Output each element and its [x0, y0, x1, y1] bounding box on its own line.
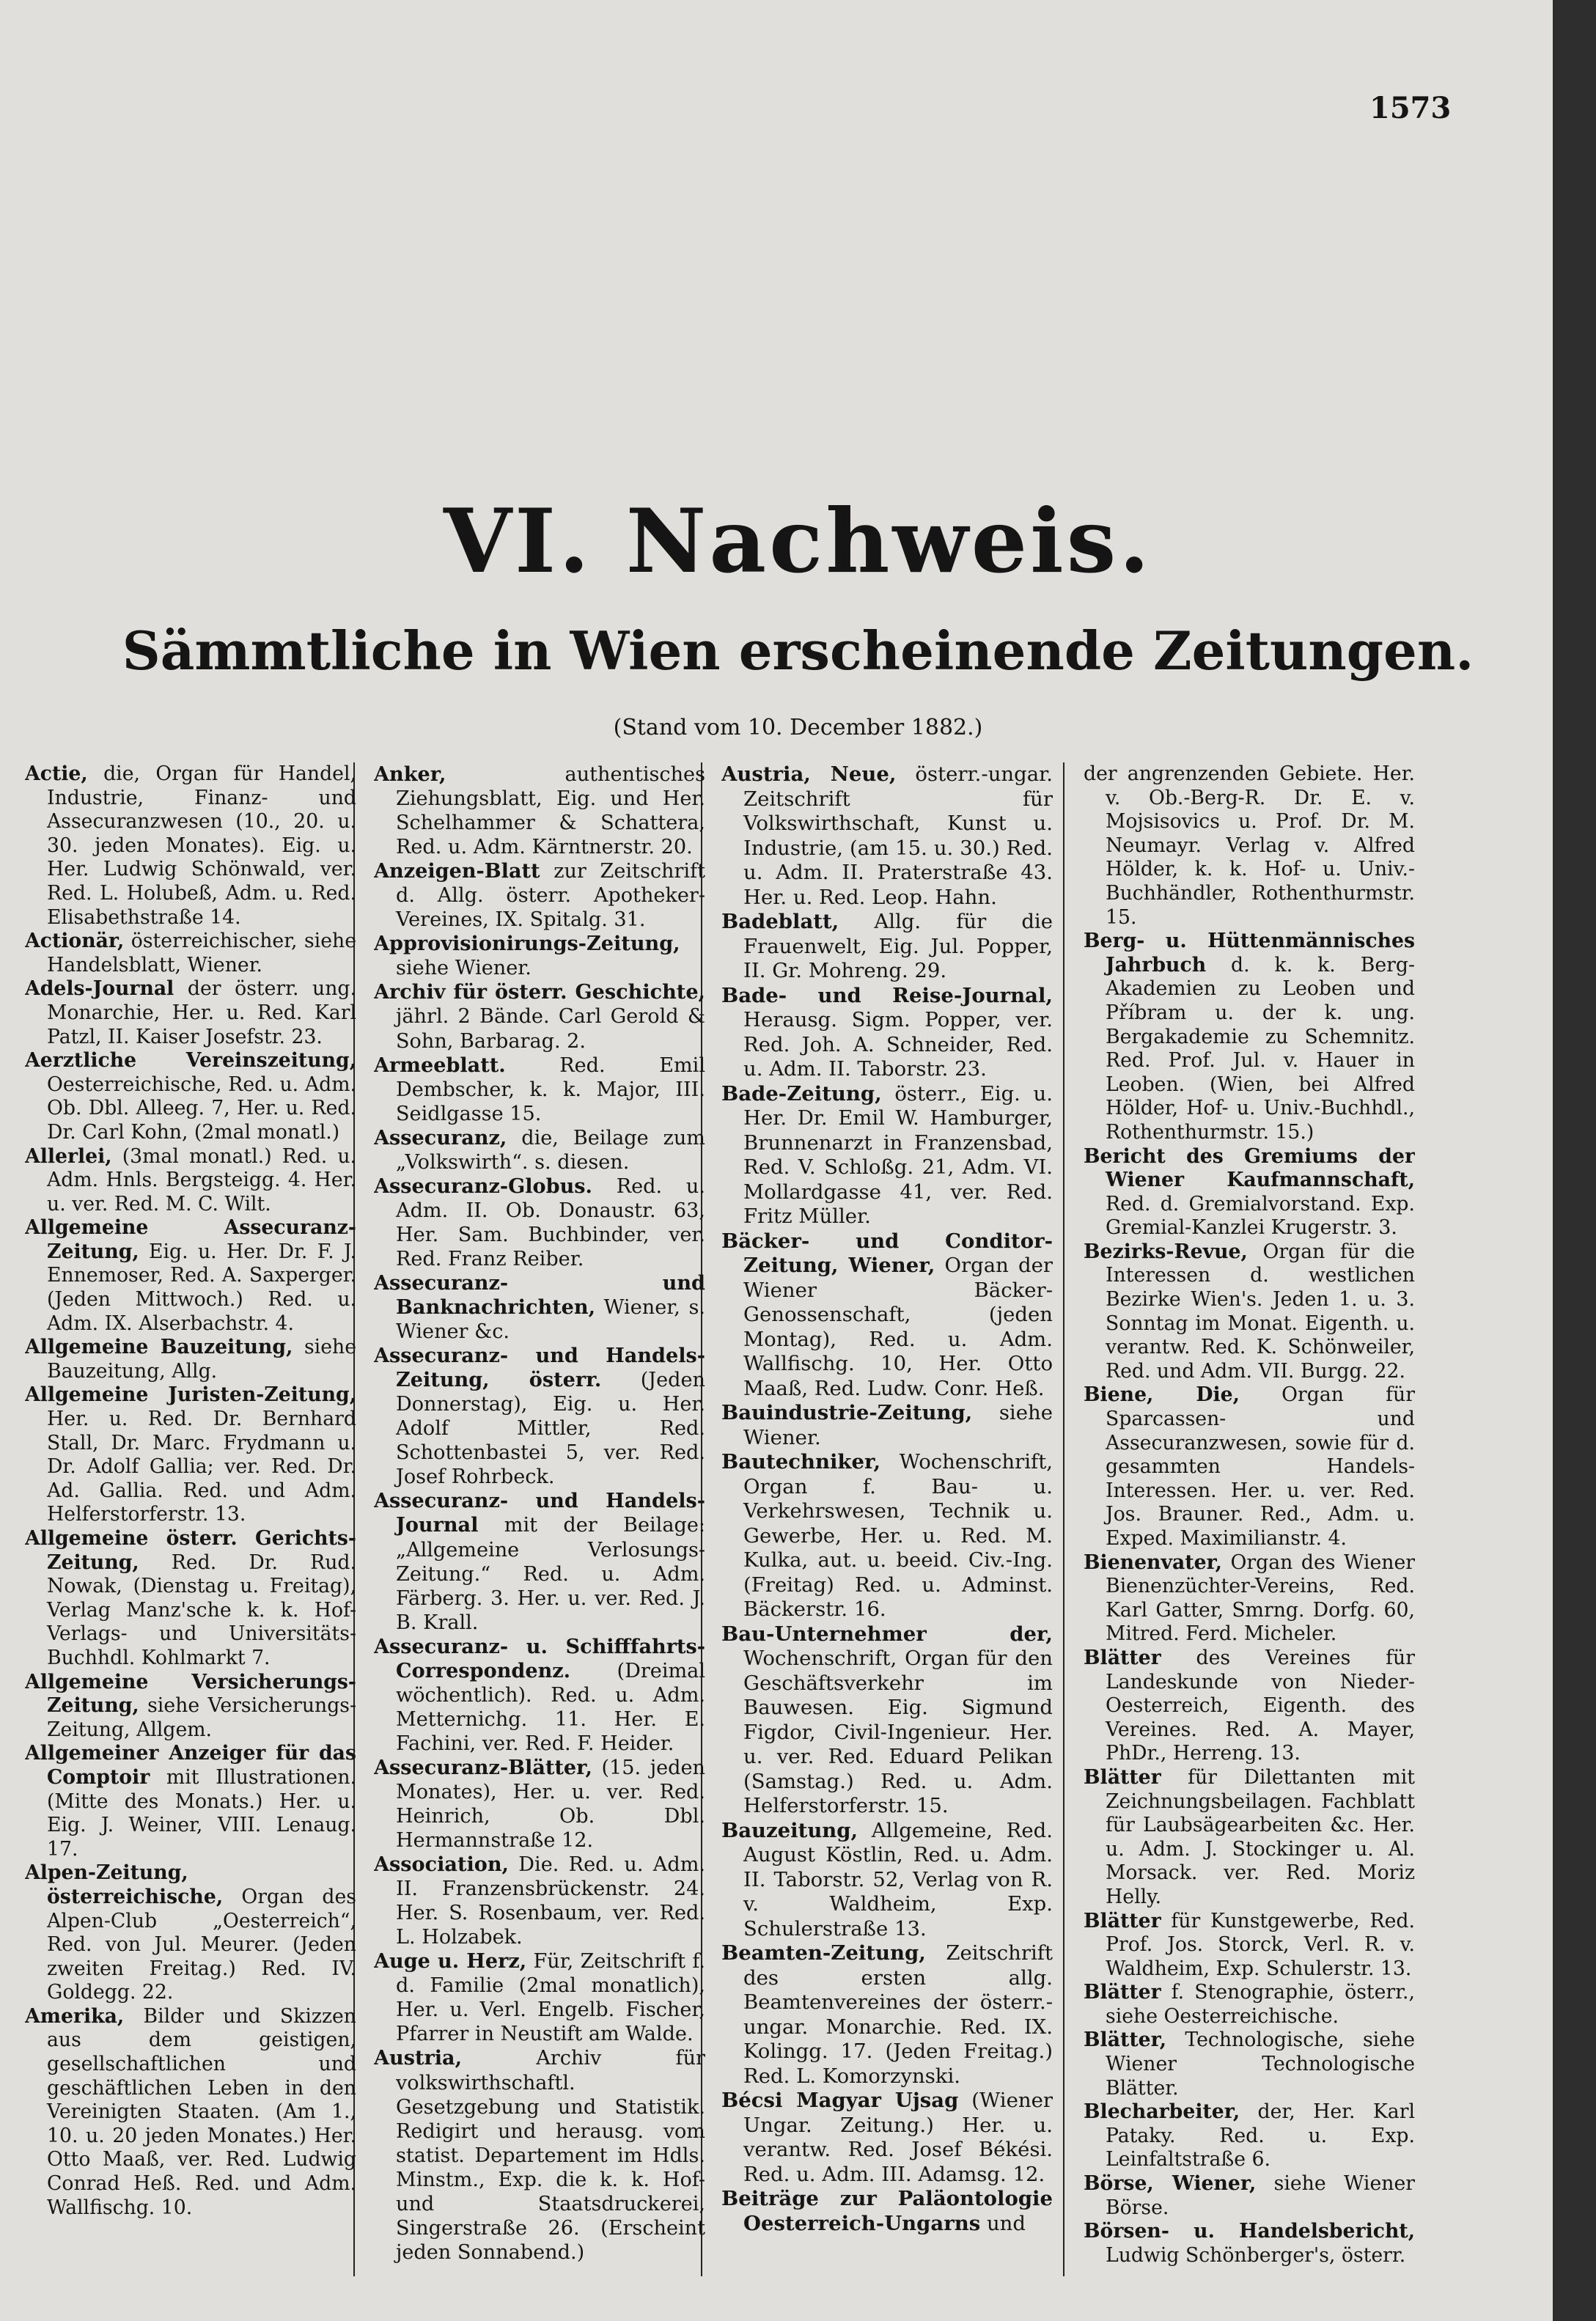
- directory-entry: [1084, 1383, 1415, 1551]
- entry-details: Organ des Wiener Bienenzüchter-Vereins, Red. Karl Gatter, Smrng. Dorfg. 60, Mitred. Ferd. Micheler.: [1106, 1551, 1415, 1646]
- entry-details: Organ für Sparcassen- und Assecuranzwesen, sowie für d. gesammten Handels-Interessen. Her. u. ver. Red. Jos. Brauner. Red., Adm. u. Exped. Maximilianstr. 4.: [1106, 1383, 1415, 1550]
- entry-title: Austria, Neue,: [721, 762, 897, 786]
- entry-title: Amerika,: [25, 2004, 125, 2028]
- entry-title: Allgemeine Versicherungs-Zeitung,: [25, 1670, 356, 1718]
- entry-title: Adels-Journal: [25, 977, 174, 1001]
- directory-entry: [721, 1941, 1053, 2089]
- entry-title: Bienenvater,: [1084, 1551, 1222, 1574]
- entry-details: mit Illustrationen. (Mitte des Monats.) Her. u. Eig. J. Weiner, VIII. Lenaug. 17.: [47, 1765, 356, 1861]
- entry-details: mit der Beilage: „Allgemeine Verlosungs-Zeitung.“ Red. u. Adm. Färberg. 3. Her. u. ver. Red. J. B. Krall.: [396, 1514, 705, 1634]
- entry-title: Approvisionirungs-Zeitung,: [374, 933, 680, 956]
- entry-title: Assecuranz- u. Schifffahrts-Correspondenz.: [374, 1635, 705, 1682]
- directory-entry: [721, 1450, 1053, 1622]
- directory-entry: [1084, 1240, 1415, 1384]
- entry-title: Archiv für österr. Geschichte,: [374, 981, 705, 1004]
- directory-entry: [721, 1819, 1053, 1942]
- entry-title: Börse, Wiener,: [1084, 2172, 1257, 2196]
- directory-entry: [374, 1271, 705, 1344]
- directory-entry: [1084, 2172, 1415, 2220]
- directory-entry: [721, 910, 1053, 984]
- directory-entry: [1084, 2100, 1415, 2172]
- entry-details: Allgemeine, Red. August Köstlin, Red. u. Adm. II. Taborstr. 52, Verlag von R. v. Waldheim, Exp. Schulerstraße 13.: [743, 1818, 1053, 1941]
- entry-title: Bade- und Reise-Journal,: [721, 983, 1053, 1007]
- directory-entry: [721, 762, 1053, 910]
- directory-entry: [374, 1344, 705, 1489]
- entry-title: Bericht des Gremiums der Wiener Kaufmannschaft,: [1084, 1144, 1415, 1192]
- directory-entry: [25, 1527, 356, 1671]
- entry-details: Die. Red. u. Adm. II. Franzensbrückenstr. 24. Her. S. Rosenbaum, ver. Red. L. Holzabek.: [396, 1853, 705, 1949]
- directory-entry: [721, 2187, 1053, 2236]
- directory-entry: [1084, 930, 1415, 1144]
- directory-entry: [721, 1401, 1053, 1450]
- entry-title: Badeblatt,: [721, 910, 839, 933]
- entry-title: Allgemeiner Anzeiger für das Comptoir: [25, 1742, 356, 1789]
- entry-title: Assecuranz- und Banknachrichten,: [374, 1271, 705, 1320]
- directory-entry: [374, 859, 705, 932]
- entry-title: Auge u. Herz,: [374, 1950, 527, 1974]
- directory-entry: [374, 1635, 705, 1756]
- entry-details: Organ des Alpen-Club „Oesterreich“, Red. von Jul. Meurer. (Jeden zweiten Freitag.) Red. IV. Goldegg. 22.: [47, 1885, 356, 2004]
- entry-details: österr., Eig. u. Her. Dr. Emil W. Hamburger, Brunnenarzt in Franzensbad, Red. V. Schloßg. 21, Adm. VI. Mollardgasse 41, ver. Red. Fritz Müller.: [743, 1081, 1053, 1228]
- directory-entry: [25, 1742, 356, 1861]
- directory-entry: [374, 1174, 705, 1271]
- directory-entry: [25, 1861, 356, 2005]
- column-4: [1084, 762, 1415, 2284]
- directory-entry: [374, 1053, 705, 1126]
- entry-title: Anzeigen-Blatt: [374, 860, 540, 883]
- entry-details: jährl. 2 Bände. Carl Gerold & Sohn, Barbarag. 2.: [396, 1005, 705, 1053]
- entry-title: Allgemeine Bauzeitung,: [25, 1336, 293, 1359]
- entry-details: für Dilettanten mit Zeichnungsbeilagen. Fachblatt für Laubsägearbeiten &c. Her. u. Adm. J. Stockinger u. Al. Morsack. ver. Red. Moriz Helly.: [1106, 1765, 1415, 1908]
- directory-entry: [374, 932, 705, 980]
- directory-entry: [1084, 1910, 1415, 1982]
- section-title: VI. Nachweis.: [443, 490, 1153, 593]
- entry-details: (Wiener Ungar. Zeitung.) Her. u. verantw. Red. Josef Békési. Red. u. Adm. III. Adamsg. 12.: [743, 2089, 1053, 2186]
- entry-title: Aerztliche Vereinszeitung,: [25, 1049, 356, 1073]
- entry-details: Wiener, s. Wiener &c.: [396, 1296, 705, 1344]
- entry-title: Bade-Zeitung,: [721, 1081, 882, 1106]
- entry-details: Red. u. Adm. II. Ob. Donaustr. 63, Her. Sam. Buchbinder, ver. Red. Franz Reiber.: [396, 1174, 705, 1270]
- entry-title: Assecuranz-Globus.: [374, 1174, 592, 1198]
- entry-details: siehe Versicherungs-Zeitung, Allgem.: [47, 1694, 356, 1741]
- entry-details: siehe Wiener.: [743, 1401, 1053, 1449]
- directory-entry: [25, 1336, 356, 1383]
- directory-entry: [721, 1082, 1053, 1229]
- entry-details: Red. d. Gremialvorstand. Exp. Gremial-Kanzlei Krugerstr. 3.: [1106, 1192, 1415, 1240]
- entry-details: und: [980, 2211, 1026, 2235]
- entry-title: Bauindustrie-Zeitung,: [721, 1401, 973, 1424]
- directory-entry: [1084, 2220, 1415, 2267]
- entry-details: Archiv für volkswirthschaftl. Gesetzgebung und Statistik. Redigirt und herausg. vom statist. Departement im Hdls. Minstm., Exp. die k. k. Hof- und Staatsdruckerei, Singerstraße 26. (Erscheint jeden Sonnabend.): [396, 2047, 705, 2264]
- directory-entry: [721, 984, 1053, 1082]
- directory-entry: [721, 1622, 1053, 1819]
- entry-title: Bauzeitung,: [721, 1818, 858, 1842]
- entry-title: Allerlei,: [25, 1144, 112, 1168]
- column-3: [721, 762, 1053, 2284]
- directory-entry: [1084, 1647, 1415, 1766]
- entry-details: die, Organ für Handel, Industrie, Finanz- und Assecuranzwesen (10., 20. u. 30. jeden Monates). Eig. u. Her. Ludwig Schönwald, ver. Red. L. Holubeß, Adm. u. Red. Elisabethstraße 14.: [47, 762, 356, 929]
- entry-details: Wochenschrift, Organ f. Bau- u. Verkehrswesen, Technik u. Gewerbe, Her. u. Red. M. Kulka, aut. u. beeid. Civ.-Ing. (Freitag) Red. u. Adminst. Bäckerstr. 16.: [743, 1450, 1053, 1621]
- entry-title: Bau-Unternehmer der,: [721, 1622, 1053, 1646]
- column-1: [25, 762, 356, 2284]
- entry-title: Association,: [374, 1853, 509, 1877]
- page-number: 1573: [1369, 91, 1452, 125]
- entry-title: Assecuranz- und Handels-Zeitung, österr.: [374, 1345, 705, 1392]
- entry-details: Herausg. Sigm. Popper, ver. Red. Joh. A. Schneider, Red. u. Adm. II. Taborstr. 23.: [743, 1008, 1053, 1081]
- entry-title: Assecuranz- und Handels-Journal: [374, 1490, 705, 1537]
- directory-entry: [25, 1216, 356, 1336]
- entry-title: Berg- u. Hüttenmännisches Jahrbuch: [1084, 930, 1415, 976]
- directory-entry: [1084, 2028, 1415, 2100]
- entry-title: Bautechniker,: [721, 1450, 881, 1474]
- entry-title: Beamten-Zeitung,: [721, 1941, 926, 1965]
- entry-details: Technologische, siehe Wiener Technologische Blätter.: [1106, 2028, 1415, 2100]
- directory-entry: [374, 2046, 705, 2264]
- entry-details: (Jeden Donnerstag), Eig. u. Her. Adolf Mittler, Red. Schottenbastei 5, ver. Red. Josef Rohrbeck.: [396, 1369, 705, 1489]
- entry-title: Börsen- u. Handelsbericht,: [1084, 2220, 1415, 2243]
- column-rule: [1063, 762, 1064, 2276]
- entry-details: f. Stenographie, österr., siehe Oesterreichische.: [1106, 1981, 1415, 2028]
- date-note: (Stand vom 10. December 1882.): [613, 715, 983, 740]
- directory-entry: [1084, 1981, 1415, 2028]
- directory-entry: [25, 762, 356, 930]
- entry-details: Red. Emil Dembscher, k. k. Major, III. Seidlgasse 15.: [396, 1053, 705, 1125]
- entry-title: Anker,: [374, 763, 446, 786]
- entry-title: Assecuranz,: [374, 1126, 507, 1150]
- entry-title: Blecharbeiter,: [1084, 2100, 1240, 2124]
- directory-entry: [721, 2089, 1053, 2187]
- directory-entry: [25, 1383, 356, 1527]
- entry-details: Red. Dr. Rud. Nowak, (Dienstag u. Freitag), Verlag Manz'sche k. k. Hof-Verlags- und Universitäts-Buchhdl. Kohlmarkt 7.: [47, 1551, 356, 1669]
- directory-entry: [721, 1229, 1053, 1402]
- directory-entry: [25, 2005, 356, 2220]
- entry-details: Für, Zeitschrift f. d. Familie (2mal monatlich), Her. u. Verl. Engelb. Fischer, Pfarrer in Neustift am Walde.: [396, 1950, 705, 2046]
- entry-details: Oesterreichische, Red. u. Adm. Ob. Dbl. Alleeg. 7, Her. u. Red. Dr. Carl Kohn, (2mal monatl.): [47, 1073, 356, 1144]
- entry-details: (Dreimal wöchentlich). Red. u. Adm. Metternichg. 11. Her. E. Fachini, ver. Red. F. Heider.: [396, 1659, 705, 1755]
- directory-entry: [374, 1853, 705, 1949]
- directory-entry: [374, 1489, 705, 1634]
- directory-entry: [374, 1949, 705, 2046]
- entry-details: siehe Bauzeitung, Allg.: [47, 1336, 356, 1383]
- entry-title: Blätter: [1084, 1981, 1161, 2004]
- entry-details: Eig. u. Her. Dr. F. J. Ennemoser, Red. A. Saxperger. (Jeden Mittwoch.) Red. u. Adm. IX. Alserbachstr. 4.: [47, 1240, 356, 1335]
- entry-details: Ludwig Schönberger's, österr.: [1106, 2243, 1406, 2267]
- entry-details: authentisches Ziehungsblatt, Eig. und Her. Schelhammer & Schattera, Red. u. Adm. Kärntnerstr. 20.: [396, 763, 705, 859]
- directory-entry: [374, 762, 705, 859]
- entry-details: Organ für die Interessen d. westlichen Bezirke Wien's. Jeden 1. u. 3. Sonntag im Monat. Eigenth. u. verantw. Red. K. Schönweiler, Red. und Adm. VII. Burgg. 22.: [1106, 1240, 1415, 1383]
- directory-entry: [374, 980, 705, 1053]
- entry-title: Actie,: [25, 762, 88, 785]
- directory-entry: [1084, 1766, 1415, 1910]
- entry-title: Allgemeine Juristen-Zeitung,: [25, 1383, 356, 1407]
- directory-entry: [374, 1756, 705, 1853]
- directory-entry: [1084, 1145, 1415, 1240]
- entry-details: für Kunstgewerbe, Red. Prof. Jos. Storck, Verl. R. v. Waldheim, Exp. Schulerstr. 13.: [1106, 1909, 1415, 1980]
- entry-title: Blätter: [1084, 1646, 1161, 1669]
- column-2: [374, 762, 705, 2284]
- entry-title: Bezirks-Revue,: [1084, 1240, 1248, 1263]
- entry-title: Actionär,: [25, 930, 125, 953]
- entry-title: Bécsi Magyar Ujsag: [721, 2089, 959, 2112]
- entry-title: Allgemeine Assecuranz-Zeitung,: [25, 1216, 356, 1263]
- entry-title: Bäcker- und Conditor-Zeitung, Wiener,: [721, 1229, 1053, 1277]
- entry-details: Organ der Wiener Bäcker-Genossenschaft, (jeden Montag), Red. u. Adm. Wallfischg. 10, Her. Otto Maaß, Red. Ludw. Conr. Heß.: [743, 1254, 1053, 1400]
- entry-details: Zeitschrift des ersten allg. Beamtenvereines der österr.-ungar. Monarchie. Red. IX. Kolingg. 17. (Jeden Freitag.) Red. L. Komorzynski.: [743, 1941, 1053, 2088]
- directory-entry: [25, 1145, 356, 1217]
- entry-title: Blätter: [1084, 1909, 1161, 1932]
- directory-entry: [25, 1671, 356, 1743]
- entry-details: zur Zeitschrift d. Allg. österr. Apotheker-Vereines, IX. Spitalg. 31.: [396, 860, 705, 932]
- entry-details: des Vereines für Landeskunde von Nieder-Oesterreich, Eigenth. des Vereines. Red. A. Mayer, PhDr., Herreng. 13.: [1106, 1646, 1415, 1765]
- entry-details: (15. jeden Monates), Her. u. ver. Red. Heinrich, Ob. Dbl. Hermannstraße 12.: [396, 1756, 705, 1853]
- entry-details: (3mal monatl.) Red. u. Adm. Hnls. Bergsteigg. 4. Her. u. ver. Red. M. C. Wilt.: [47, 1144, 356, 1215]
- entry-details: Allg. für die Frauenwelt, Eig. Jul. Popper, II. Gr. Mohreng. 29.: [743, 910, 1053, 982]
- directory-entry: [374, 1126, 705, 1174]
- entry-details: Bilder und Skizzen aus dem geistigen, gesellschaftlichen und geschäftlichen Leben in den Vereinigten Staaten. (Am 1., 10. u. 20 jeden Monates.) Her. Otto Maaß, ver. Red. Ludwig Conrad Heß. Red. und Adm. Wallfischg. 10.: [47, 2004, 356, 2219]
- entry-title: Assecuranz-Blätter,: [374, 1756, 592, 1779]
- entry-details: siehe Wiener.: [396, 957, 532, 980]
- entry-details: österreichischer, siehe Handelsblatt, Wiener.: [47, 930, 356, 976]
- entry-details: der, Her. Karl Pataky. Red. u. Exp. Leinfaltstraße 6.: [1106, 2100, 1415, 2171]
- entry-title: Blätter,: [1084, 2028, 1167, 2052]
- entry-details: d. k. k. Berg-Akademien zu Leoben und Příbram u. der k. ung. Bergakademie zu Schemnitz. Red. Prof. Jul. v. Hauer in Leoben. (Wien, bei Alfred Hölder, Hof- u. Univ.-Buchhdl., Rothenthurmstr. 15.): [1106, 953, 1415, 1144]
- directory-entry: [1084, 1551, 1415, 1647]
- section-subtitle: Sämmtliche in Wien erscheinende Zeitungen.: [122, 619, 1474, 682]
- entry-title: Alpen-Zeitung, österreichische,: [25, 1861, 224, 1908]
- entry-title: Blätter: [1084, 1765, 1161, 1789]
- entry-title: Beiträge zur Paläontologie Oesterreich-Ungarns: [721, 2187, 1053, 2235]
- entry-title: Austria,: [374, 2047, 463, 2070]
- entry-details: Her. u. Red. Dr. Bernhard Stall, Dr. Marc. Frydmann u. Dr. Adolf Gallia; ver. Red. Dr. Ad. Gallia. Red. und Adm. Helferstorferstr. 13.: [47, 1408, 356, 1526]
- entry-details: der österr. ung. Monarchie, Her. u. Red. Karl Patzl, II. Kaiser Josefstr. 23.: [47, 977, 356, 1048]
- entry-details: siehe Wiener Börse.: [1106, 2172, 1415, 2219]
- directory-entry: [1084, 762, 1415, 930]
- entry-title: Armeeblatt.: [374, 1053, 506, 1077]
- entry-title: Biene, Die,: [1084, 1383, 1240, 1407]
- page-binding-edge: [1553, 0, 1596, 2321]
- entry-details: der angrenzenden Gebiete. Her. v. Ob.-Berg-R. Dr. E. v. Mojsisovics u. Prof. Dr. M. Neumayr. Verlag v. Alfred Hölder, k. k. Hof- u. Univ.-Buchhändler, Rothenthurmstr. 15.: [1084, 762, 1415, 929]
- directory-entry: [25, 977, 356, 1049]
- entry-details: österr.-ungar. Zeitschrift für Volkswirthschaft, Kunst u. Industrie, (am 15. u. 30.) Red. u. Adm. II. Praterstraße 43. Her. u. Red. Leop. Hahn.: [743, 762, 1053, 909]
- entry-details: Wochenschrift, Organ für den Geschäftsverkehr im Bauwesen. Eig. Sigmund Figdor, Civil-Ingenieur. Her. u. ver. Red. Eduard Pelikan (Samstag.) Red. u. Adm. Helferstorferstr. 15.: [743, 1647, 1053, 1817]
- entry-details: die, Beilage zum „Volkswirth“. s. diesen.: [396, 1126, 705, 1174]
- entry-title: Allgemeine österr. Gerichts-Zeitung,: [25, 1527, 356, 1574]
- directory-entry: [25, 930, 356, 977]
- directory-entry: [25, 1049, 356, 1144]
